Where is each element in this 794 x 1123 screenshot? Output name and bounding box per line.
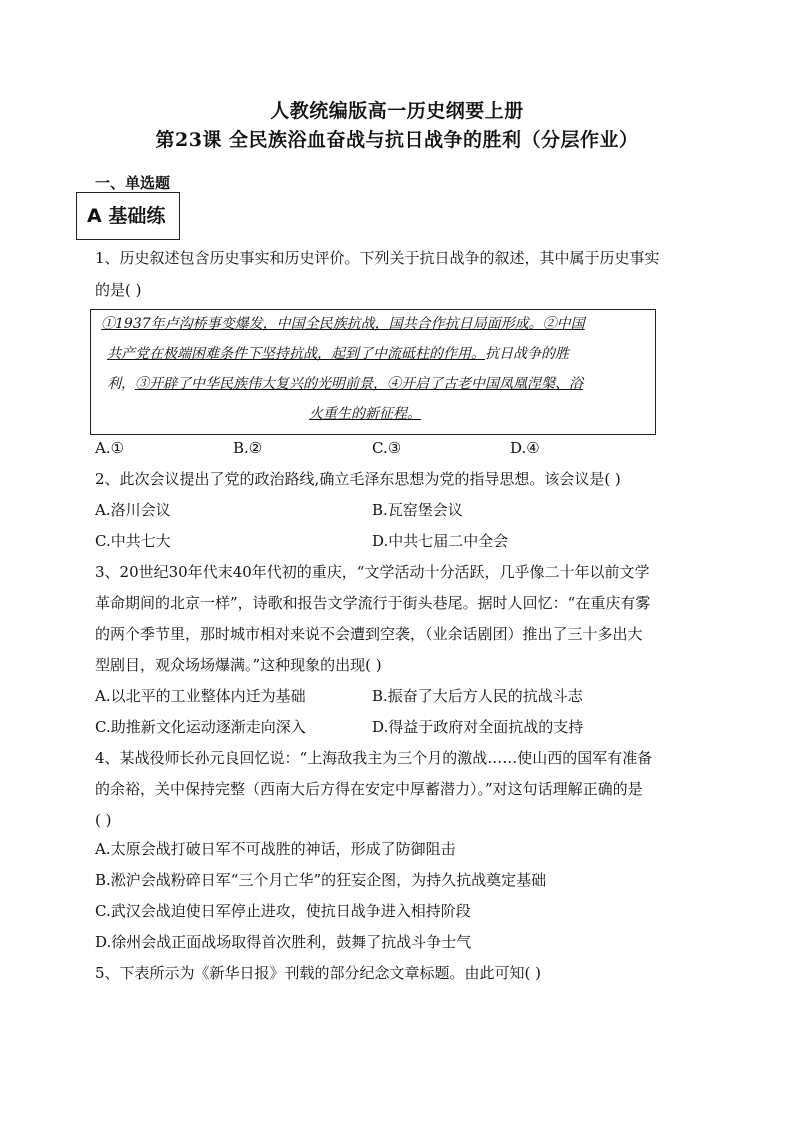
q3-option-b[interactable]: B.振奋了大后方人民的抗战斗志 bbox=[372, 687, 583, 705]
quote-statements-3-4: ③开辟了中华民族伟大复兴的光明前景，④开启了古老中国凤凰涅槃、浴 bbox=[135, 376, 583, 392]
q4-option-a[interactable]: A.太原会战打破日军不可战胜的神话，形成了防御阻击 bbox=[95, 840, 456, 858]
quote-statement-2-start: ②中国 bbox=[542, 316, 585, 332]
q3-stem-line1: 3、20世纪30年代末40年代初的重庆，“文学活动十分活跃，几乎像二十年以前文学 bbox=[95, 563, 650, 581]
q1-option-b[interactable]: B.② bbox=[233, 439, 263, 457]
quote-statement-4-end: 火重生的新征程。 bbox=[309, 406, 421, 422]
document-title-line2: 第23课 全民族浴血奋战与抗日战争的胜利（分层作业） bbox=[155, 129, 639, 151]
quote-plain-text: 抗日战争的胜 bbox=[485, 346, 569, 362]
q3-stem-line4: 型剧目，观众场场爆满。”这种现象的出现( ) bbox=[95, 656, 382, 674]
q2-stem: 2、此次会议提出了党的政治路线,确立毛泽东思想为党的指导思想。该会议是( ) bbox=[95, 470, 621, 488]
level-badge bbox=[76, 192, 180, 240]
q1-option-c[interactable]: C.③ bbox=[372, 439, 402, 457]
quote-line1 bbox=[101, 314, 585, 334]
document-title-line1: 人教统编版高一历史纲要上册 bbox=[270, 100, 524, 122]
q2-option-a[interactable]: A.洛川会议 bbox=[95, 501, 171, 519]
quote-plain-text-2: 利， bbox=[107, 376, 135, 392]
q4-option-c[interactable]: C.武汉会战迫使日军停止进攻，使抗日战争进入相持阶段 bbox=[95, 902, 471, 920]
quote-line4 bbox=[309, 404, 421, 424]
q1-option-d[interactable]: D.④ bbox=[510, 439, 540, 457]
q3-stem-line2: 革命期间的北京一样”，诗歌和报告文学流行于街头巷尾。据时人回忆：“在重庆有雾 bbox=[95, 594, 651, 612]
q5-stem: 5、下表所示为《新华日报》刊载的部分纪念文章标题。由此可知( ) bbox=[95, 964, 542, 982]
quote-statement-1: ①1937年卢沟桥事变爆发，中国全民族抗战，国共合作抗日局面形成。 bbox=[101, 316, 543, 332]
q4-stem-line2: 的余裕，关中保持完整（西南大后方得在安定中厚蓄潜力）。”对这句话理解正确的是 bbox=[95, 780, 643, 798]
q4-stem-line3: ( ) bbox=[95, 811, 112, 829]
section-heading: 一、单选题 bbox=[95, 174, 171, 192]
q2-option-d[interactable]: D.中共七届二中全会 bbox=[372, 532, 509, 550]
level-badge-label: A 基础练 bbox=[87, 205, 166, 227]
q1-quote-box bbox=[90, 309, 656, 435]
quote-line3 bbox=[107, 374, 583, 394]
q3-option-a[interactable]: A.以北平的工业整体内迁为基础 bbox=[95, 687, 306, 705]
q2-option-b[interactable]: B.瓦窑堡会议 bbox=[372, 501, 463, 519]
q4-option-d[interactable]: D.徐州会战正面战场取得首次胜利，鼓舞了抗战斗争士气 bbox=[95, 933, 472, 951]
quote-statement-2-end: 共产党在极端困难条件下坚持抗战，起到了中流砥柱的作用。 bbox=[107, 346, 485, 362]
q1-stem-line2: 的是( ) bbox=[95, 281, 142, 299]
q3-option-d[interactable]: D.得益于政府对全面抗战的支持 bbox=[372, 718, 584, 736]
q2-option-c[interactable]: C.中共七大 bbox=[95, 532, 171, 550]
quote-line2 bbox=[107, 344, 569, 364]
q3-stem-line3: 的两个季节里，那时城市相对来说不会遭到空袭，（业余话剧团）推出了三十多出大 bbox=[95, 625, 643, 643]
q4-option-b[interactable]: B.淞沪会战粉碎日军“三个月亡华”的狂妄企图，为持久抗战奠定基础 bbox=[95, 871, 547, 889]
q1-stem-line1: 1、历史叙述包含历史事实和历史评价。下列关于抗日战争的叙述，其中属于历史事实 bbox=[95, 249, 660, 267]
q4-stem-line1: 4、某战役师长孙元良回忆说：“上海敌我主为三个月的激战……使山西的国军有准备 bbox=[95, 749, 653, 767]
q3-option-c[interactable]: C.助推新文化运动逐渐走向深入 bbox=[95, 718, 306, 736]
q1-option-a[interactable]: A.① bbox=[95, 439, 125, 457]
